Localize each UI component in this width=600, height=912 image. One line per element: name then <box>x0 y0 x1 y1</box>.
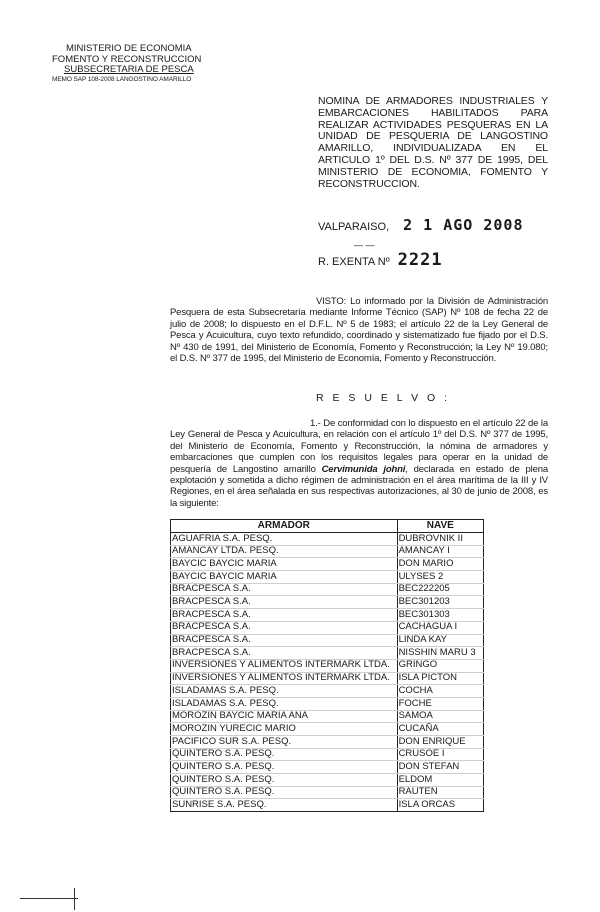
cell-nave: DUBROVNIK II <box>397 533 483 546</box>
table-row <box>171 710 484 723</box>
paragraph-1-tail: , declarada en estado de plena explotación y sometida a dicho régimen de administración en el área marítima de la III y IV Regiones, en el área señalada en sus respectivas autorizaciones, al 30 de junio de 2008, es la siguiente: <box>170 463 548 509</box>
cell-nave: AMANCAY I <box>397 545 483 558</box>
visto-paragraph <box>170 296 548 364</box>
cell-nave: DON MARIO <box>397 558 483 571</box>
table-row <box>171 672 484 685</box>
table-row <box>171 786 484 799</box>
cell-nave: COCHA <box>397 685 483 698</box>
cell-armador: ISLADAMAS S.A. PESQ. <box>171 697 398 710</box>
cell-armador: INVERSIONES Y ALIMENTOS INTERMARK LTDA. <box>171 672 398 685</box>
cell-armador: BRACPESCA S.A. <box>171 609 398 622</box>
table-row <box>171 799 484 812</box>
cell-armador: MOROZIN BAYCIC MARIA ANA <box>171 710 398 723</box>
cell-armador: PACIFICO SUR S.A. PESQ. <box>171 736 398 749</box>
document-title: NOMINA DE ARMADORES INDUSTRIALES Y EMBARCACIONES HABILITADOS PARA REALIZAR ACTIVIDADES PESQUERAS EN LA UNIDAD DE PESQUERIA DE LANGOSTINO AMARILLO, INDIVIDUALIZADA EN EL ARTICULO 1º DEL D.S. Nº 377 DE 1995, DEL MINISTERIO DE ECONOMIA, FOMENTO Y RECONSTRUCCION. <box>318 95 548 190</box>
table-row <box>171 697 484 710</box>
table-header-row <box>171 520 484 533</box>
cell-nave: RAUTEN <box>397 786 483 799</box>
place-date <box>318 216 524 234</box>
resolution-number <box>318 240 443 270</box>
table-row <box>171 558 484 571</box>
table-row <box>171 659 484 672</box>
cell-nave: LINDA KAY <box>397 634 483 647</box>
cell-nave: NISSHIN MARU 3 <box>397 647 483 660</box>
paragraph-1 <box>170 418 548 509</box>
table-row <box>171 723 484 736</box>
resolution-label: R. EXENTA Nº <box>318 256 390 268</box>
cell-armador: QUINTERO S.A. PESQ. <box>171 786 398 799</box>
cell-armador: AGUAFRIA S.A. PESQ. <box>171 533 398 546</box>
date-stamp: 2 1 AGO 2008 <box>403 216 524 234</box>
cell-nave: CRUSOE I <box>397 748 483 761</box>
table-row <box>171 634 484 647</box>
cell-armador: QUINTERO S.A. PESQ. <box>171 761 398 774</box>
resuelvo-heading: R E S U E L V O : <box>316 392 451 404</box>
table-row <box>171 609 484 622</box>
subsecretaria-name: SUBSECRETARIA DE PESCA <box>64 64 194 75</box>
signature-line <box>20 898 78 899</box>
cell-nave: BEC301303 <box>397 609 483 622</box>
table-row <box>171 647 484 660</box>
cell-nave: BEC222205 <box>397 583 483 596</box>
table-row <box>171 774 484 787</box>
cell-nave: FOCHE <box>397 697 483 710</box>
table-row <box>171 621 484 634</box>
table-row <box>171 533 484 546</box>
table-row <box>171 748 484 761</box>
cell-nave: GRINGO <box>397 659 483 672</box>
cell-armador: AMANCAY LTDA. PESQ. <box>171 545 398 558</box>
cell-armador: BAYCIC BAYCIC MARIA <box>171 558 398 571</box>
armadores-table <box>170 519 484 812</box>
cell-armador: BRACPESCA S.A. <box>171 621 398 634</box>
header-armador: ARMADOR <box>171 520 398 533</box>
cell-nave: CUCAÑA <box>397 723 483 736</box>
cell-nave: DON STEFAN <box>397 761 483 774</box>
cell-nave: DON ENRIQUE <box>397 736 483 749</box>
cell-armador: QUINTERO S.A. PESQ. <box>171 748 398 761</box>
resolution-value: 2221 <box>397 250 443 270</box>
cell-armador: BRACPESCA S.A. <box>171 634 398 647</box>
cell-nave: ULYSES 2 <box>397 571 483 584</box>
cell-armador: BRACPESCA S.A. <box>171 647 398 660</box>
cell-armador: MOROZIN YURECIC MARIO <box>171 723 398 736</box>
cell-nave: ISLA PICTON <box>397 672 483 685</box>
table-row <box>171 596 484 609</box>
visto-label: VISTO: <box>316 296 347 307</box>
letterhead <box>52 44 201 84</box>
cell-armador: INVERSIONES Y ALIMENTOS INTERMARK LTDA. <box>171 659 398 672</box>
cell-nave: ISLA ORCAS <box>397 799 483 812</box>
ministry-subtitle: FOMENTO Y RECONSTRUCCION <box>52 53 202 65</box>
table-row <box>171 685 484 698</box>
table-row <box>171 571 484 584</box>
cell-armador: BRACPESCA S.A. <box>171 583 398 596</box>
species-name: Cervimunida johni <box>321 463 406 475</box>
cell-nave: ELDOM <box>397 774 483 787</box>
page-mark <box>74 888 75 910</box>
paragraph-1-lead: 1.- De conformidad con lo dispuesto en el artículo 22 de la Ley General de Pesca y Acuicultura, en relación con el artículo 1º del D.S. Nº 377 de 1995, del Ministerio de Economía, Fomento y Reconstrucción, la nómina de armadores y embarcaciones que cumplen con los requisitos legales para operar en la unidad de pesquería de Langostino amarillo <box>170 418 548 475</box>
visto-text: Lo informado por la División de Administración Pesquera de esta Subsecretaría mediante Informe Técnico (SAP) Nº 108 de fecha 22 de julio de 2008; lo dispuesto en el D.F.L. Nº 5 de 1983; el artículo 22 de la Ley General de Pesca y Acuicultura, cuyo texto refundido, coordinado y sistematizado fue fijado por el D.S. Nº 430 de 1991, del Ministerio de Economía, Fomento y Reconstrucción; la Ley Nº 19.080; el D.S. Nº 377 de 1995, del Ministerio de Economía, Fomento y Reconstrucción. <box>170 296 548 365</box>
memo-reference: MEMO SAP 108-2008 LANGOSTINO AMARILLO <box>52 75 192 83</box>
table-row <box>171 736 484 749</box>
cell-nave: SAMOA <box>397 710 483 723</box>
place-label: VALPARAISO, <box>318 221 390 233</box>
cell-armador: BRACPESCA S.A. <box>171 596 398 609</box>
table-row <box>171 583 484 596</box>
cell-armador: QUINTERO S.A. PESQ. <box>171 774 398 787</box>
cell-armador: ISLADAMAS S.A. PESQ. <box>171 685 398 698</box>
cell-nave: CACHAGUA I <box>397 621 483 634</box>
header-nave: NAVE <box>397 520 483 533</box>
table-row <box>171 545 484 558</box>
cell-nave: BEC301203 <box>397 596 483 609</box>
dash-mark: — — <box>354 240 375 250</box>
cell-armador: SUNRISE S.A. PESQ. <box>171 799 398 812</box>
table-row <box>171 761 484 774</box>
ministry-name: MINISTERIO DE ECONOMIA <box>66 43 192 54</box>
cell-armador: BAYCIC BAYCIC MARIA <box>171 571 398 584</box>
